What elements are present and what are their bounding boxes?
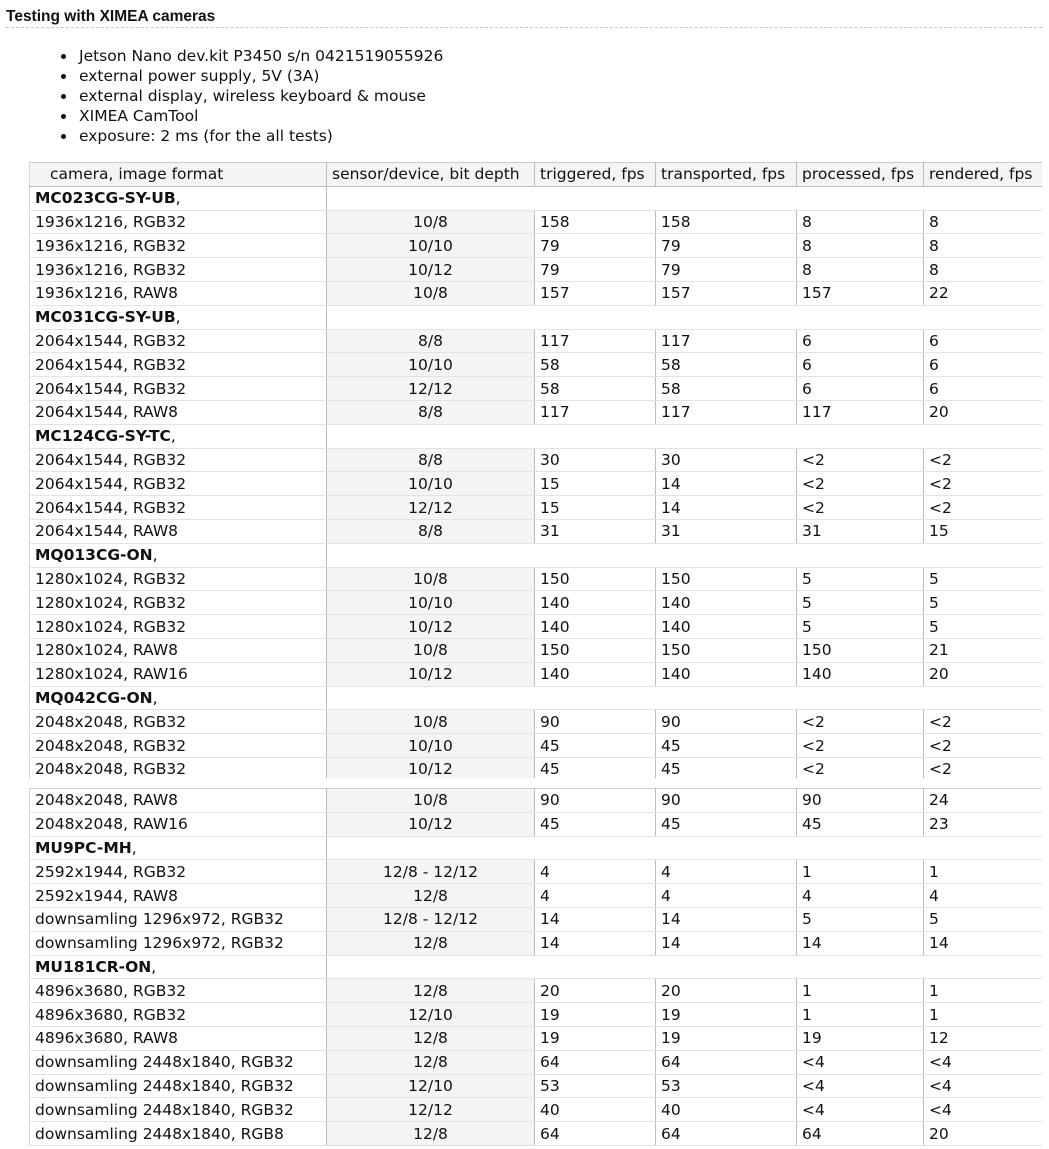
cell-bit-depth: 12/8 - 12/12 — [327, 860, 535, 884]
table-row — [30, 258, 1043, 282]
cell-bit-depth: 10/12 — [327, 812, 535, 836]
cell-rendered: 20 — [924, 400, 1043, 424]
camera-row — [30, 686, 1043, 710]
table-row — [30, 1122, 1043, 1146]
cell-rendered: 20 — [924, 662, 1043, 686]
cell-triggered: 30 — [535, 448, 656, 472]
cell-format: 1936x1216, RAW8 — [30, 281, 327, 305]
cell-format: 1280x1024, RGB32 — [30, 567, 327, 591]
cell-bit-depth: 12/8 — [327, 931, 535, 955]
cell-processed: <4 — [797, 1074, 924, 1098]
cell-transported: 14 — [656, 931, 797, 955]
cell-bit-depth: 10/10 — [327, 234, 535, 258]
cell-triggered: 15 — [535, 472, 656, 496]
table-row — [30, 281, 1043, 305]
cell-triggered: 140 — [535, 615, 656, 639]
cell-bit-depth: 12/12 — [327, 1098, 535, 1122]
cell-triggered: 79 — [535, 258, 656, 282]
cell-rendered: 1 — [924, 979, 1043, 1003]
cell-transported: 150 — [656, 567, 797, 591]
cell-bit-depth: 10/12 — [327, 757, 535, 778]
cell-format: 2592x1944, RGB32 — [30, 860, 327, 884]
cell-transported: 31 — [656, 519, 797, 543]
cell-transported: 117 — [656, 400, 797, 424]
cell-triggered: 31 — [535, 519, 656, 543]
camera-suffix: , — [170, 427, 176, 446]
cell-rendered: 8 — [924, 258, 1043, 282]
table-header-row — [30, 163, 1043, 187]
camera-model: MQ013CG-ON — [35, 546, 153, 565]
cell-processed: 19 — [797, 1026, 924, 1050]
camera-row-spacer — [327, 424, 1043, 448]
table-row — [30, 377, 1043, 401]
camera-row-spacer — [327, 186, 1043, 210]
cell-triggered: 90 — [535, 710, 656, 734]
cell-format: 1280x1024, RAW16 — [30, 662, 327, 686]
cell-rendered: <2 — [924, 472, 1043, 496]
cell-rendered: 24 — [924, 789, 1043, 813]
results-table-part-1 — [29, 162, 1042, 778]
cell-transported: 45 — [656, 812, 797, 836]
cell-bit-depth: 12/10 — [327, 1074, 535, 1098]
cell-rendered: 1 — [924, 1003, 1043, 1027]
cell-transported: 90 — [656, 710, 797, 734]
cell-triggered: 150 — [535, 567, 656, 591]
table-body — [30, 186, 1043, 778]
camera-row — [30, 836, 1043, 860]
cell-transported: 117 — [656, 329, 797, 353]
camera-row-spacer — [327, 955, 1043, 979]
cell-transported: 64 — [656, 1050, 797, 1074]
cell-rendered: 5 — [924, 907, 1043, 931]
cell-rendered: 5 — [924, 615, 1043, 639]
cell-triggered: 40 — [535, 1098, 656, 1122]
cell-triggered: 45 — [535, 757, 656, 778]
table-row — [30, 615, 1043, 639]
cell-format: 2064x1544, RGB32 — [30, 448, 327, 472]
cell-format: 4896x3680, RGB32 — [30, 1003, 327, 1027]
camera-name — [30, 836, 327, 860]
cell-rendered: 4 — [924, 884, 1043, 908]
camera-name — [30, 543, 327, 567]
cell-processed: 140 — [797, 662, 924, 686]
cell-format: 2064x1544, RGB32 — [30, 329, 327, 353]
table-row — [30, 734, 1043, 758]
cell-format: 1280x1024, RGB32 — [30, 591, 327, 615]
cell-processed: 45 — [797, 812, 924, 836]
cell-bit-depth: 8/8 — [327, 400, 535, 424]
cell-format: 2592x1944, RAW8 — [30, 884, 327, 908]
cell-transported: 140 — [656, 591, 797, 615]
cell-triggered: 53 — [535, 1074, 656, 1098]
cell-processed: 157 — [797, 281, 924, 305]
camera-row — [30, 305, 1043, 329]
cell-rendered: 22 — [924, 281, 1043, 305]
cell-format: 2064x1544, RAW8 — [30, 400, 327, 424]
cell-rendered: 21 — [924, 638, 1043, 662]
cell-processed: <4 — [797, 1098, 924, 1122]
cell-triggered: 64 — [535, 1122, 656, 1146]
camera-name — [30, 955, 327, 979]
cell-format: 4896x3680, RAW8 — [30, 1026, 327, 1050]
cell-transported: 20 — [656, 979, 797, 1003]
table-row — [30, 884, 1043, 908]
camera-model: MU9PC-MH — [35, 838, 132, 857]
table-row — [30, 812, 1043, 836]
cell-transported: 140 — [656, 615, 797, 639]
cell-triggered: 45 — [535, 734, 656, 758]
cell-rendered: 1 — [924, 860, 1043, 884]
cell-bit-depth: 10/12 — [327, 662, 535, 686]
camera-model: MU181CR-ON — [35, 957, 152, 976]
cell-transported: 58 — [656, 353, 797, 377]
cell-processed: 8 — [797, 258, 924, 282]
cell-bit-depth: 12/8 — [327, 1026, 535, 1050]
cell-processed: <2 — [797, 472, 924, 496]
table-row — [30, 757, 1043, 778]
camera-row — [30, 186, 1043, 210]
table-row — [30, 472, 1043, 496]
cell-bit-depth: 12/12 — [327, 377, 535, 401]
camera-model: MC124CG-SY-TC — [35, 427, 171, 446]
camera-row-spacer — [327, 686, 1043, 710]
results-table-continued — [29, 788, 1042, 1146]
cell-transported: 64 — [656, 1122, 797, 1146]
cell-rendered: <4 — [924, 1098, 1043, 1122]
table-body — [30, 789, 1043, 1146]
cell-bit-depth: 12/8 — [327, 884, 535, 908]
cell-transported: 4 — [656, 884, 797, 908]
cell-transported: 40 — [656, 1098, 797, 1122]
cell-rendered: 12 — [924, 1026, 1043, 1050]
camera-name — [30, 186, 327, 210]
cell-rendered: <4 — [924, 1050, 1043, 1074]
cell-transported: 4 — [656, 860, 797, 884]
cell-triggered: 64 — [535, 1050, 656, 1074]
camera-name — [30, 424, 327, 448]
cell-rendered: 6 — [924, 353, 1043, 377]
table-row — [30, 907, 1043, 931]
table-row — [30, 1026, 1043, 1050]
table-row — [30, 1003, 1043, 1027]
setup-item: Jetson Nano dev.kit P3450 s/n 0421519055926 — [56, 46, 443, 66]
cell-rendered: 8 — [924, 234, 1043, 258]
header-rendered: rendered, fps — [924, 163, 1043, 187]
cell-triggered: 79 — [535, 234, 656, 258]
cell-processed: 90 — [797, 789, 924, 813]
cell-transported: 19 — [656, 1026, 797, 1050]
cell-triggered: 157 — [535, 281, 656, 305]
camera-model: MC023CG-SY-UB — [35, 189, 176, 208]
cell-transported: 53 — [656, 1074, 797, 1098]
cell-processed: <2 — [797, 496, 924, 520]
table-row — [30, 519, 1043, 543]
cell-processed: 1 — [797, 979, 924, 1003]
camera-row-spacer — [327, 543, 1043, 567]
cell-triggered: 15 — [535, 496, 656, 520]
table-row — [30, 789, 1043, 813]
camera-suffix: , — [151, 957, 157, 976]
cell-bit-depth: 10/8 — [327, 210, 535, 234]
cell-bit-depth: 10/10 — [327, 472, 535, 496]
setup-item: external power supply, 5V (3A) — [56, 66, 443, 86]
cell-rendered: 8 — [924, 210, 1043, 234]
cell-triggered: 14 — [535, 907, 656, 931]
camera-name — [30, 305, 327, 329]
table-row — [30, 979, 1043, 1003]
cell-bit-depth: 10/8 — [327, 638, 535, 662]
header-transported: transported, fps — [656, 163, 797, 187]
cell-format: 2048x2048, RGB32 — [30, 710, 327, 734]
cell-processed: <4 — [797, 1050, 924, 1074]
cell-triggered: 117 — [535, 329, 656, 353]
setup-item: exposure: 2 ms (for the all tests) — [56, 126, 443, 146]
cell-triggered: 45 — [535, 812, 656, 836]
cell-rendered: 6 — [924, 377, 1043, 401]
cell-processed: 5 — [797, 615, 924, 639]
cell-bit-depth: 10/10 — [327, 591, 535, 615]
table-row — [30, 860, 1043, 884]
table-row — [30, 448, 1043, 472]
cell-format: 2064x1544, RGB32 — [30, 353, 327, 377]
cell-format: 1280x1024, RGB32 — [30, 615, 327, 639]
cell-rendered: 5 — [924, 591, 1043, 615]
camera-name — [30, 686, 327, 710]
cell-transported: 45 — [656, 757, 797, 778]
header-triggered: triggered, fps — [535, 163, 656, 187]
camera-row-spacer — [327, 305, 1043, 329]
results-table — [29, 162, 1042, 778]
cell-transported: 157 — [656, 281, 797, 305]
cell-format: 2048x2048, RAW16 — [30, 812, 327, 836]
cell-rendered: 15 — [924, 519, 1043, 543]
header-processed: processed, fps — [797, 163, 924, 187]
cell-triggered: 158 — [535, 210, 656, 234]
cell-processed: 6 — [797, 329, 924, 353]
cell-format: 2064x1544, RAW8 — [30, 519, 327, 543]
header-bit-depth: sensor/device, bit depth — [327, 163, 535, 187]
cell-transported: 14 — [656, 907, 797, 931]
table-row — [30, 353, 1043, 377]
cell-bit-depth: 8/8 — [327, 448, 535, 472]
cell-format: 2064x1544, RGB32 — [30, 472, 327, 496]
table-row — [30, 591, 1043, 615]
cell-processed: 5 — [797, 591, 924, 615]
cell-format: downsamling 2448x1840, RGB8 — [30, 1122, 327, 1146]
cell-processed: 8 — [797, 234, 924, 258]
cell-triggered: 20 — [535, 979, 656, 1003]
cell-processed: 5 — [797, 567, 924, 591]
cell-format: 1936x1216, RGB32 — [30, 210, 327, 234]
cell-format: 1936x1216, RGB32 — [30, 258, 327, 282]
cell-format: 1280x1024, RAW8 — [30, 638, 327, 662]
cell-triggered: 19 — [535, 1026, 656, 1050]
cell-rendered: <2 — [924, 496, 1043, 520]
cell-bit-depth: 10/8 — [327, 789, 535, 813]
cell-bit-depth: 10/8 — [327, 281, 535, 305]
cell-processed: <2 — [797, 757, 924, 778]
camera-row — [30, 955, 1043, 979]
cell-bit-depth: 10/8 — [327, 710, 535, 734]
cell-rendered: <2 — [924, 448, 1043, 472]
table-row — [30, 638, 1043, 662]
cell-format: 1936x1216, RGB32 — [30, 234, 327, 258]
cell-format: downsamling 1296x972, RGB32 — [30, 907, 327, 931]
cell-processed: 1 — [797, 1003, 924, 1027]
setup-item: external display, wireless keyboard & mouse — [56, 86, 443, 106]
cell-processed: <2 — [797, 734, 924, 758]
cell-rendered: <2 — [924, 710, 1043, 734]
cell-transported: 19 — [656, 1003, 797, 1027]
camera-suffix: , — [152, 688, 158, 707]
cell-transported: 140 — [656, 662, 797, 686]
cell-format: 2064x1544, RGB32 — [30, 377, 327, 401]
cell-transported: 79 — [656, 258, 797, 282]
cell-bit-depth: 10/12 — [327, 258, 535, 282]
table-row — [30, 662, 1043, 686]
camera-row — [30, 424, 1043, 448]
table-row — [30, 210, 1043, 234]
cell-rendered: 23 — [924, 812, 1043, 836]
table-row — [30, 496, 1043, 520]
camera-row-spacer — [327, 836, 1043, 860]
cell-processed: 117 — [797, 400, 924, 424]
table-row — [30, 234, 1043, 258]
camera-suffix: , — [131, 838, 137, 857]
camera-model: MQ042CG-ON — [35, 688, 153, 707]
cell-triggered: 90 — [535, 789, 656, 813]
cell-processed: 14 — [797, 931, 924, 955]
cell-processed: 6 — [797, 353, 924, 377]
cell-processed: 6 — [797, 377, 924, 401]
cell-format: downsamling 2448x1840, RGB32 — [30, 1074, 327, 1098]
cell-transported: 79 — [656, 234, 797, 258]
setup-item: XIMEA CamTool — [56, 106, 443, 126]
table-row — [30, 329, 1043, 353]
cell-format: downsamling 2448x1840, RGB32 — [30, 1050, 327, 1074]
camera-model: MC031CG-SY-UB — [35, 308, 176, 327]
cell-bit-depth: 8/8 — [327, 329, 535, 353]
results-table-part-2 — [29, 788, 1042, 1146]
cell-triggered: 14 — [535, 931, 656, 955]
cell-triggered: 58 — [535, 353, 656, 377]
cell-bit-depth: 10/12 — [327, 615, 535, 639]
cell-processed: <2 — [797, 710, 924, 734]
cell-format: downsamling 1296x972, RGB32 — [30, 931, 327, 955]
cell-format: 2064x1544, RGB32 — [30, 496, 327, 520]
table-row — [30, 931, 1043, 955]
camera-suffix: , — [175, 308, 181, 327]
cell-transported: 158 — [656, 210, 797, 234]
cell-processed: 8 — [797, 210, 924, 234]
cell-bit-depth: 12/8 — [327, 1122, 535, 1146]
camera-suffix: , — [175, 189, 181, 208]
cell-processed: 5 — [797, 907, 924, 931]
table-row — [30, 1074, 1043, 1098]
cell-rendered: 14 — [924, 931, 1043, 955]
cell-rendered: 6 — [924, 329, 1043, 353]
cell-bit-depth: 8/8 — [327, 519, 535, 543]
cell-triggered: 58 — [535, 377, 656, 401]
cell-triggered: 19 — [535, 1003, 656, 1027]
cell-transported: 30 — [656, 448, 797, 472]
cell-processed: 31 — [797, 519, 924, 543]
cell-rendered: 20 — [924, 1122, 1043, 1146]
cell-format: 4896x3680, RGB32 — [30, 979, 327, 1003]
table-row — [30, 400, 1043, 424]
cell-triggered: 4 — [535, 860, 656, 884]
cell-processed: 64 — [797, 1122, 924, 1146]
setup-list — [56, 46, 443, 146]
cell-transported: 90 — [656, 789, 797, 813]
cell-rendered: <2 — [924, 734, 1043, 758]
cell-processed: 4 — [797, 884, 924, 908]
cell-triggered: 140 — [535, 662, 656, 686]
cell-transported: 58 — [656, 377, 797, 401]
cell-bit-depth: 12/10 — [327, 1003, 535, 1027]
table-row — [30, 1098, 1043, 1122]
camera-suffix: , — [152, 546, 158, 565]
cell-triggered: 140 — [535, 591, 656, 615]
table-row — [30, 1050, 1043, 1074]
cell-bit-depth: 12/8 - 12/12 — [327, 907, 535, 931]
cell-rendered: 5 — [924, 567, 1043, 591]
cell-bit-depth: 10/10 — [327, 734, 535, 758]
cell-format: 2048x2048, RAW8 — [30, 789, 327, 813]
table-row — [30, 710, 1043, 734]
cell-transported: 14 — [656, 472, 797, 496]
cell-processed: 150 — [797, 638, 924, 662]
cell-rendered: <2 — [924, 757, 1043, 778]
cell-bit-depth: 12/8 — [327, 979, 535, 1003]
cell-format: downsamling 2448x1840, RGB32 — [30, 1098, 327, 1122]
page-title: Testing with XIMEA cameras — [6, 7, 1042, 28]
camera-row — [30, 543, 1043, 567]
header-camera-format: camera, image format — [30, 163, 327, 187]
cell-transported: 150 — [656, 638, 797, 662]
cell-processed: <2 — [797, 448, 924, 472]
table-row — [30, 567, 1043, 591]
cell-bit-depth: 12/8 — [327, 1050, 535, 1074]
cell-triggered: 117 — [535, 400, 656, 424]
cell-format: 2048x2048, RGB32 — [30, 734, 327, 758]
cell-transported: 45 — [656, 734, 797, 758]
cell-transported: 14 — [656, 496, 797, 520]
cell-bit-depth: 12/12 — [327, 496, 535, 520]
cell-processed: 1 — [797, 860, 924, 884]
cell-triggered: 4 — [535, 884, 656, 908]
cell-triggered: 150 — [535, 638, 656, 662]
cell-format: 2048x2048, RGB32 — [30, 757, 327, 778]
cell-rendered: <4 — [924, 1074, 1043, 1098]
cell-bit-depth: 10/8 — [327, 567, 535, 591]
cell-bit-depth: 10/10 — [327, 353, 535, 377]
